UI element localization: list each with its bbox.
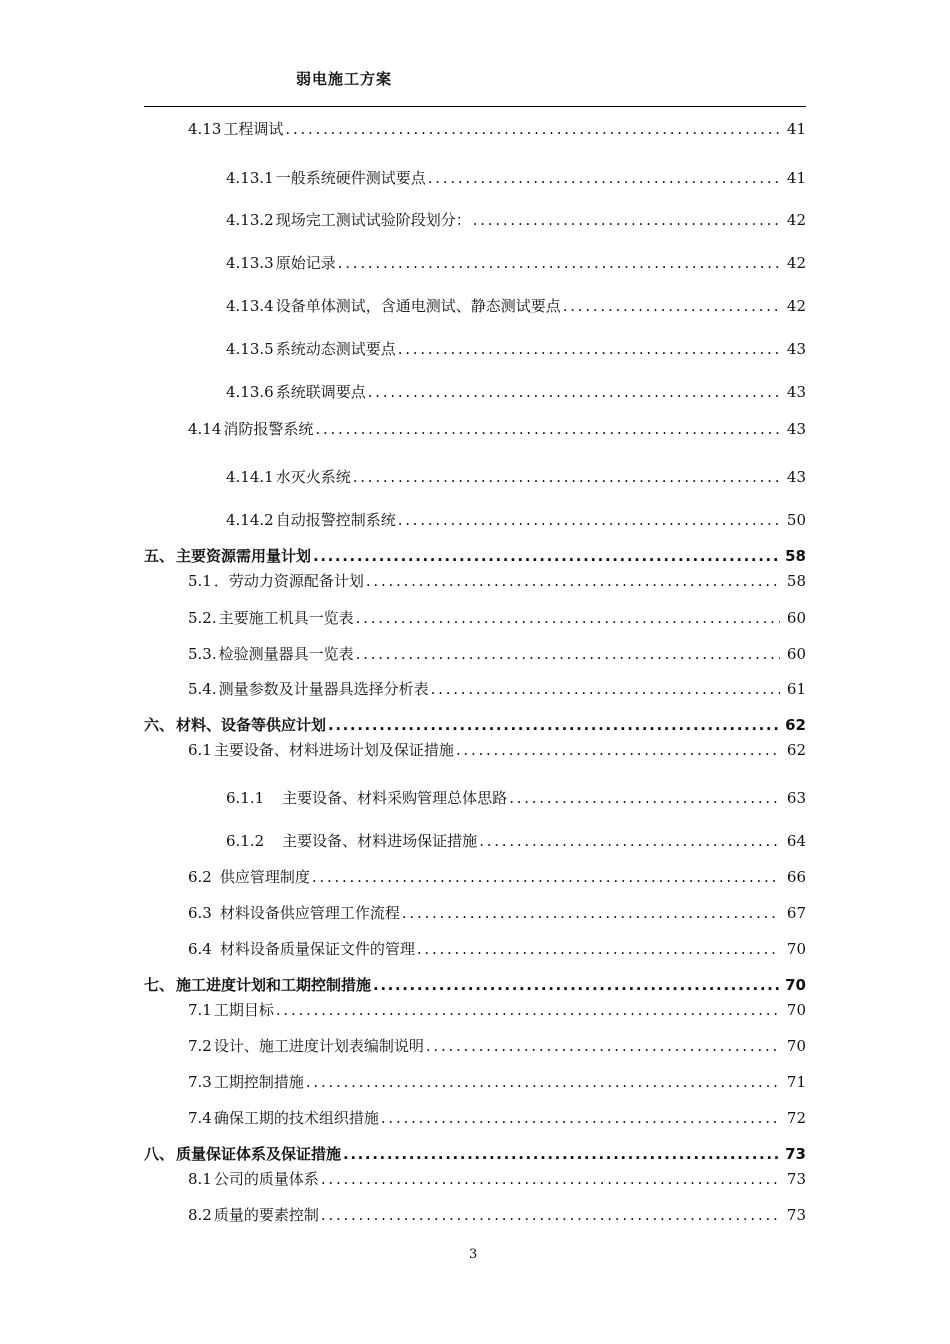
toc-entry-page: 73	[785, 1145, 806, 1163]
toc-entry-title: 检验测量器具一览表	[218, 645, 354, 663]
toc-dot-leader	[426, 1035, 780, 1057]
toc-entry-number: 4.13.4	[226, 297, 274, 315]
toc-dot-leader	[428, 167, 780, 189]
toc-entry-number: 4.13.1	[226, 169, 274, 187]
toc-chapter-entry[interactable]	[144, 714, 806, 736]
toc-dot-leader	[473, 209, 780, 231]
toc-dot-leader	[398, 338, 780, 360]
toc-entry-title: 材料、设备等供应计划	[176, 716, 327, 734]
toc-entry-page: 64	[786, 832, 806, 850]
toc-entry-number: 7.2	[188, 1037, 212, 1055]
toc-entry[interactable]	[226, 338, 806, 360]
toc-entry-page: 73	[786, 1206, 806, 1224]
toc-entry-page: 63	[786, 789, 806, 807]
toc-entry-number: 六、	[144, 716, 175, 734]
toc-entry[interactable]	[188, 1071, 806, 1093]
toc-entry-page: 50	[786, 511, 806, 529]
toc-entry[interactable]	[188, 866, 806, 888]
toc-entry-page: 62	[786, 741, 806, 759]
page-number: 3	[469, 1247, 478, 1262]
toc-entry-page: 43	[786, 468, 806, 486]
toc-entry[interactable]	[226, 252, 806, 274]
toc-entry-title: 水灭火系统	[275, 468, 351, 486]
toc-entry-number: 6.4	[188, 940, 212, 958]
toc-dot-leader	[353, 466, 780, 488]
toc-entry-page: 58	[786, 572, 806, 590]
toc-entry-title: 工程调试	[223, 120, 284, 138]
toc-entry-page: 61	[786, 680, 806, 698]
toc-entry-title: 质量保证体系及保证措施	[176, 1145, 342, 1163]
toc-entry-title: 自动报警控制系统	[275, 511, 396, 529]
toc-entry-page: 70	[786, 1001, 806, 1019]
toc-entry-number: 6.1.2	[226, 832, 265, 850]
toc-dot-leader	[328, 714, 780, 736]
toc-entry[interactable]	[188, 678, 806, 700]
toc-dot-leader	[456, 739, 780, 761]
toc-entry[interactable]	[188, 418, 806, 440]
toc-dot-leader	[356, 643, 780, 665]
toc-entry-page: 43	[786, 420, 806, 438]
toc-entry-number: 八、	[144, 1145, 175, 1163]
toc-entry[interactable]	[188, 570, 806, 592]
toc-entry-page: 70	[786, 940, 806, 958]
toc-entry-page: 71	[786, 1073, 806, 1091]
toc-chapter-entry[interactable]	[144, 545, 806, 567]
toc-entry-number: 8.2	[188, 1206, 212, 1224]
toc-entry-number: 4.13.6	[226, 383, 274, 401]
toc-entry[interactable]	[188, 1168, 806, 1190]
toc-dot-leader	[356, 607, 780, 629]
toc-entry-number: 7.4	[188, 1109, 212, 1127]
document-header-title: 弱电施工方案	[296, 70, 393, 88]
toc-entry-number: 6.3	[188, 904, 212, 922]
toc-entry[interactable]	[188, 1035, 806, 1057]
toc-entry-title: 施工进度计划和工期控制措施	[176, 976, 372, 994]
toc-entry[interactable]	[188, 938, 806, 960]
toc-entry-page: 73	[786, 1170, 806, 1188]
toc-entry-title: 系统动态测试要点	[275, 340, 396, 358]
toc-entry-title: 现场完工测试试验阶段划分：	[275, 211, 471, 229]
toc-entry-title: 测量参数及计量器具选择分析表	[218, 680, 429, 698]
toc-dot-leader	[343, 1143, 780, 1165]
toc-entry-title: 系统联调要点	[275, 383, 366, 401]
toc-entry-title: ．劳动力资源配备计划	[213, 572, 364, 590]
toc-entry-number: 6.1.1	[226, 789, 265, 807]
toc-entry-page: 70	[786, 1037, 806, 1055]
toc-dot-leader	[285, 118, 780, 140]
toc-entry[interactable]	[188, 1204, 806, 1226]
toc-entry[interactable]	[188, 902, 806, 924]
toc-dot-leader	[313, 545, 780, 567]
toc-entry[interactable]	[188, 999, 806, 1021]
toc-dot-leader	[366, 570, 780, 592]
toc-entry-number: 4.14	[188, 420, 222, 438]
toc-entry-page: 42	[786, 211, 806, 229]
toc-entry-title: 质量的要素控制	[213, 1206, 319, 1224]
toc-entry[interactable]	[226, 509, 806, 531]
toc-entry-number: 4.13.3	[226, 254, 274, 272]
toc-entry-number: 4.13.5	[226, 340, 274, 358]
toc-entry-title: 公司的质量体系	[213, 1170, 319, 1188]
toc-entry-page: 41	[786, 120, 806, 138]
toc-dot-leader	[431, 678, 780, 700]
toc-entry[interactable]	[188, 739, 806, 761]
toc-entry-page: 66	[786, 868, 806, 886]
toc-entry-title: 材料设备供应管理工作流程	[219, 904, 400, 922]
toc-entry-number: 5.2.	[188, 609, 217, 627]
toc-entry[interactable]	[188, 643, 806, 665]
toc-entry-title: 原始记录	[275, 254, 336, 272]
toc-entry-page: 42	[786, 254, 806, 272]
toc-entry-number: 7.3	[188, 1073, 212, 1091]
toc-dot-leader	[368, 381, 780, 403]
toc-entry-title: 供应管理制度	[219, 868, 310, 886]
toc-entry-title: 确保工期的技术组织措施	[213, 1109, 379, 1127]
toc-entry-page: 60	[786, 645, 806, 663]
toc-entry-title: 主要施工机具一览表	[218, 609, 354, 627]
toc-entry-page: 62	[785, 716, 806, 734]
toc-entry-page: 60	[786, 609, 806, 627]
header-divider	[144, 106, 806, 107]
toc-entry-title: 主要设备、材料进场保证措施	[282, 832, 478, 850]
toc-dot-leader	[306, 1071, 780, 1093]
toc-entry-title: 工期目标	[213, 1001, 274, 1019]
toc-entry-page: 43	[786, 340, 806, 358]
toc-entry-number: 5.1	[188, 572, 212, 590]
toc-entry-page: 70	[785, 976, 806, 994]
toc-entry-title: 一般系统硬件测试要点	[275, 169, 426, 187]
toc-entry[interactable]	[226, 295, 806, 317]
toc-entry-page: 67	[786, 904, 806, 922]
toc-dot-leader	[402, 902, 780, 924]
toc-entry[interactable]	[226, 466, 806, 488]
toc-entry-number: 4.14.1	[226, 468, 274, 486]
toc-entry-title: 材料设备质量保证文件的管理	[219, 940, 415, 958]
toc-entry-number: 4.13.2	[226, 211, 274, 229]
toc-entry-title: 主要资源需用量计划	[176, 547, 312, 565]
toc-entry[interactable]	[226, 381, 806, 403]
toc-entry[interactable]	[226, 787, 806, 809]
toc-entry-page: 72	[786, 1109, 806, 1127]
toc-chapter-entry[interactable]	[144, 1143, 806, 1165]
toc-dot-leader	[479, 830, 780, 852]
toc-dot-leader	[398, 509, 780, 531]
toc-entry-number: 七、	[144, 976, 175, 994]
toc-dot-leader	[563, 295, 780, 317]
toc-entry-title: 设备单体测试，含通电测试、静态测试要点	[275, 297, 561, 315]
toc-entry-number: 6.1	[188, 741, 212, 759]
toc-entry-title: 消防报警系统	[223, 420, 314, 438]
toc-entry-number: 5.4.	[188, 680, 217, 698]
toc-chapter-entry[interactable]	[144, 974, 806, 996]
toc-entry[interactable]	[226, 167, 806, 189]
toc-entry[interactable]	[188, 118, 806, 140]
toc-entry[interactable]	[226, 209, 806, 231]
toc-dot-leader	[338, 252, 780, 274]
toc-entry-page: 43	[786, 383, 806, 401]
toc-dot-leader	[509, 787, 780, 809]
toc-entry-number: 7.1	[188, 1001, 212, 1019]
toc-dot-leader	[373, 974, 780, 996]
toc-entry-number: 4.14.2	[226, 511, 274, 529]
toc-entry-page: 41	[786, 169, 806, 187]
toc-entry-number: 五、	[144, 547, 175, 565]
toc-dot-leader	[381, 1107, 780, 1129]
toc-entry[interactable]	[188, 1107, 806, 1129]
toc-entry-title: 设计、施工进度计划表编制说明	[213, 1037, 424, 1055]
toc-dot-leader	[417, 938, 780, 960]
toc-entry-title: 主要设备、材料进场计划及保证措施	[213, 741, 454, 759]
toc-dot-leader	[321, 1168, 780, 1190]
toc-entry-title: 主要设备、材料采购管理总体思路	[282, 789, 508, 807]
toc-dot-leader	[321, 1204, 780, 1226]
toc-entry-number: 8.1	[188, 1170, 212, 1188]
toc-entry-page: 42	[786, 297, 806, 315]
toc-entry-title: 工期控制措施	[213, 1073, 304, 1091]
toc-entry-number: 5.3.	[188, 645, 217, 663]
toc-dot-leader	[276, 999, 780, 1021]
toc-entry[interactable]	[188, 607, 806, 629]
toc-entry-number: 6.2	[188, 868, 212, 886]
toc-entry-page: 58	[785, 547, 806, 565]
toc-entry[interactable]	[226, 830, 806, 852]
toc-dot-leader	[315, 418, 780, 440]
toc-entry-number: 4.13	[188, 120, 222, 138]
toc-dot-leader	[312, 866, 780, 888]
